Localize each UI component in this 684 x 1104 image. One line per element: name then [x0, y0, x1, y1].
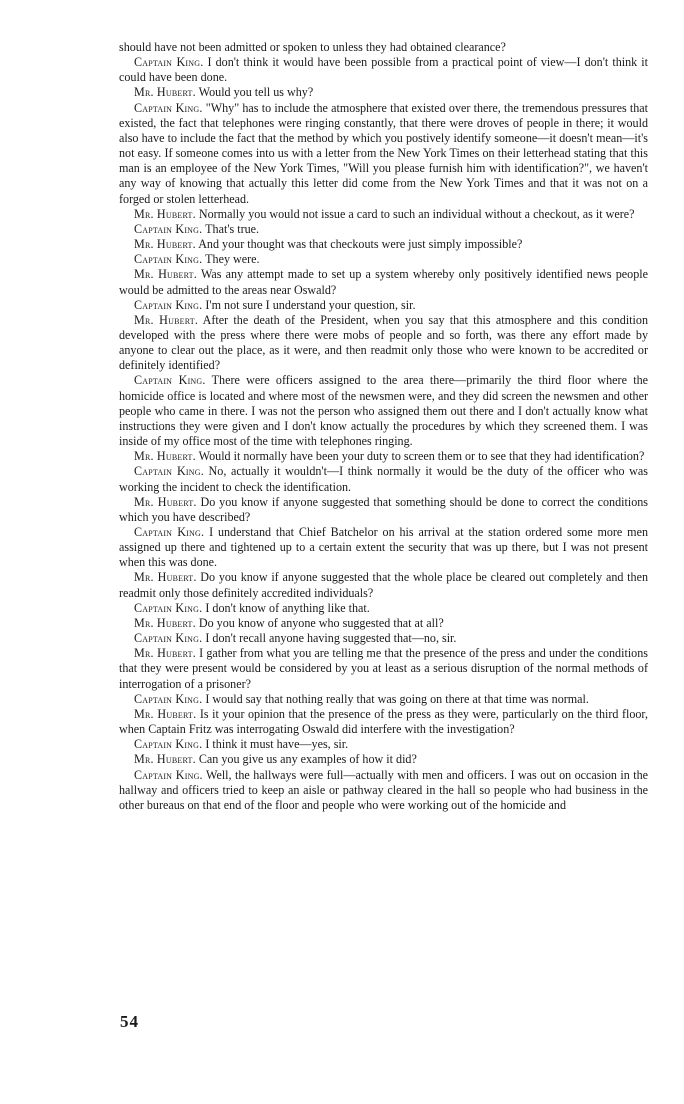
paragraph-text: I think it must have—yes, sir.	[202, 737, 349, 752]
paragraph	[119, 222, 648, 237]
paragraph	[119, 752, 648, 767]
speaker-name: Mr. Hubert.	[134, 237, 196, 252]
speaker-name: Captain King.	[134, 373, 206, 388]
paragraph	[119, 692, 648, 707]
paragraph	[119, 768, 648, 813]
speaker-name: Captain King.	[134, 691, 203, 706]
speaker-name: Captain King.	[134, 767, 203, 782]
speaker-name: Captain King.	[134, 100, 203, 115]
paragraph	[119, 40, 648, 55]
speaker-name: Mr. Hubert.	[134, 615, 196, 630]
speaker-name: Mr. Hubert.	[134, 494, 197, 509]
paragraph-text: Normally you would not issue a card to such an individual without a checkout, as it were?	[195, 206, 635, 221]
speaker-name: Captain King.	[134, 525, 205, 539]
paragraph-text: I don't know of anything like that.	[202, 600, 370, 615]
paragraph	[119, 495, 648, 525]
paragraph	[119, 267, 648, 297]
paragraph-text: Would you tell us why?	[195, 85, 314, 100]
paragraph-text: I'm not sure I understand your question, sir.	[202, 297, 416, 312]
speaker-name: Captain King.	[134, 737, 203, 752]
speaker-name: Captain King.	[134, 221, 203, 236]
paragraph	[119, 616, 648, 631]
paragraph-text: should have not been admitted or spoken to unless they had obtained clearance?	[119, 40, 506, 54]
paragraph	[119, 55, 648, 85]
paragraph-text: Was any attempt made to set up a system whereby only positively identified news people would be admitted to the areas near Oswald?	[119, 267, 649, 297]
paragraph	[119, 373, 648, 449]
paragraph-text: Is it your opinion that the presence of the press as they were, particularly on the third floor, when Captain Fritz was interrogating Oswald did interfere with the investigation?	[119, 706, 648, 737]
paragraph	[119, 707, 648, 737]
paragraph	[119, 646, 648, 691]
speaker-name: Mr. Hubert.	[134, 267, 197, 282]
paragraph-text: Do you know if anyone suggested that something should be done to correct the conditions which you have described?	[119, 494, 648, 524]
paragraph-text: I don't recall anyone having suggested that—no, sir.	[202, 631, 457, 646]
speaker-name: Captain King.	[134, 297, 203, 312]
paragraph-text: Would it normally have been your duty to screen them or to see that they had identification?	[195, 449, 645, 464]
paragraph-text: Do you know if anyone suggested that the whole place be cleared out completely and then readmit only those definitely accredited individuals?	[119, 570, 648, 600]
paragraph	[119, 252, 648, 267]
speaker-name: Mr. Hubert.	[134, 85, 196, 100]
speaker-name: Mr. Hubert.	[134, 570, 197, 585]
paragraph-text: I understand that Chief Batchelor on his arrival at the station ordered some more men assigned up there and tightened up to a certain extent the security that was up there, but I was not present when this was done.	[119, 525, 648, 570]
paragraph-text: After the death of the President, when you say that this atmosphere and this condition developed with the press where there were mobs of people and so forth, was there any effort made by anyone to clear out the place, as it were, and then readmit only those who were known to be accredited or definitely identified?	[119, 312, 648, 373]
paragraph-text: And your thought was that checkouts were just simply impossible?	[195, 237, 523, 252]
speaker-name: Mr. Hubert.	[134, 752, 196, 767]
paragraph-text: That's true.	[202, 221, 260, 236]
speaker-name: Captain King.	[134, 600, 203, 615]
paragraph	[119, 525, 648, 570]
speaker-name: Mr. Hubert.	[134, 449, 196, 464]
paragraph-text: "Why" has to include the atmosphere that existed over there, the tremendous pressures that existed, the fact that telephones were ringing constantly, that there were droves of people in there; it would also have to include the fact that the method by which you postively identify someone—it doesn't mean—it's not easy. If someone comes into us with a letter from the New York Times on their letterhead stating that this man is an employee of the New York Times, "Will you please furnish him with identification?", we haven't any way of knowing that actually this letter did come from the New York Times and that it was not on a forged or stolen letterhead.	[119, 100, 649, 206]
paragraph	[119, 101, 648, 207]
paragraph	[119, 464, 648, 494]
page-number: 54	[120, 1012, 139, 1031]
paragraph-text: I would say that nothing really that was going on there at that time was normal.	[202, 691, 589, 706]
paragraph	[119, 449, 648, 464]
paragraph	[119, 85, 648, 100]
paragraph-text: I don't think it would have been possible from a practical point of view—I don't think it could have been done.	[119, 55, 649, 85]
speaker-name: Mr. Hubert.	[134, 646, 196, 661]
speaker-name: Mr. Hubert.	[134, 312, 199, 327]
speaker-name: Captain King.	[134, 252, 203, 267]
paragraph	[119, 298, 648, 313]
paragraph	[119, 601, 648, 616]
paragraph	[119, 313, 648, 374]
paragraph	[119, 237, 648, 252]
paragraph-text: I gather from what you are telling me that the presence of the press and under the conditions that they were present would be considered by you at least as a serious disruption of the normal methods of interrogation of a prisoner?	[119, 646, 648, 691]
paragraph-text: No, actually it wouldn't—I think normally it would be the duty of the officer who was working the incident to check the identification.	[119, 464, 648, 494]
transcript-page	[119, 40, 648, 813]
paragraph	[119, 570, 648, 600]
speaker-name: Mr. Hubert.	[134, 206, 196, 221]
speaker-name: Mr. Hubert.	[134, 706, 197, 721]
paragraph	[119, 207, 648, 222]
paragraph-text: Can you give us any examples of how it did?	[195, 752, 417, 767]
speaker-name: Captain King.	[134, 464, 204, 479]
paragraph	[119, 737, 648, 752]
speaker-name: Captain King.	[134, 55, 204, 70]
paragraph-text: They were.	[202, 252, 260, 267]
paragraph	[119, 631, 648, 646]
paragraph-text: Well, the hallways were full—actually with men and officers. I was out on occasion in the hallway and officers tried to keep an aisle or pathway cleared in the hall so people who had business in the other bureaus on that end of the floor and people who were working out of the homicide and	[119, 767, 648, 812]
paragraph-text: There were officers assigned to the area there—primarily the third floor where the homicide office is located and where most of the newsmen were, and they did screen the newsmen and other people who came in there. I was not the person who assigned them out there and I don't actually know what instructions they were given and I don't know actually the procedures by which they screened them. I was inside of my office most of the time with telephones ringing.	[119, 373, 648, 449]
paragraph-text: Do you know of anyone who suggested that at all?	[195, 615, 444, 630]
speaker-name: Captain King.	[134, 631, 203, 646]
